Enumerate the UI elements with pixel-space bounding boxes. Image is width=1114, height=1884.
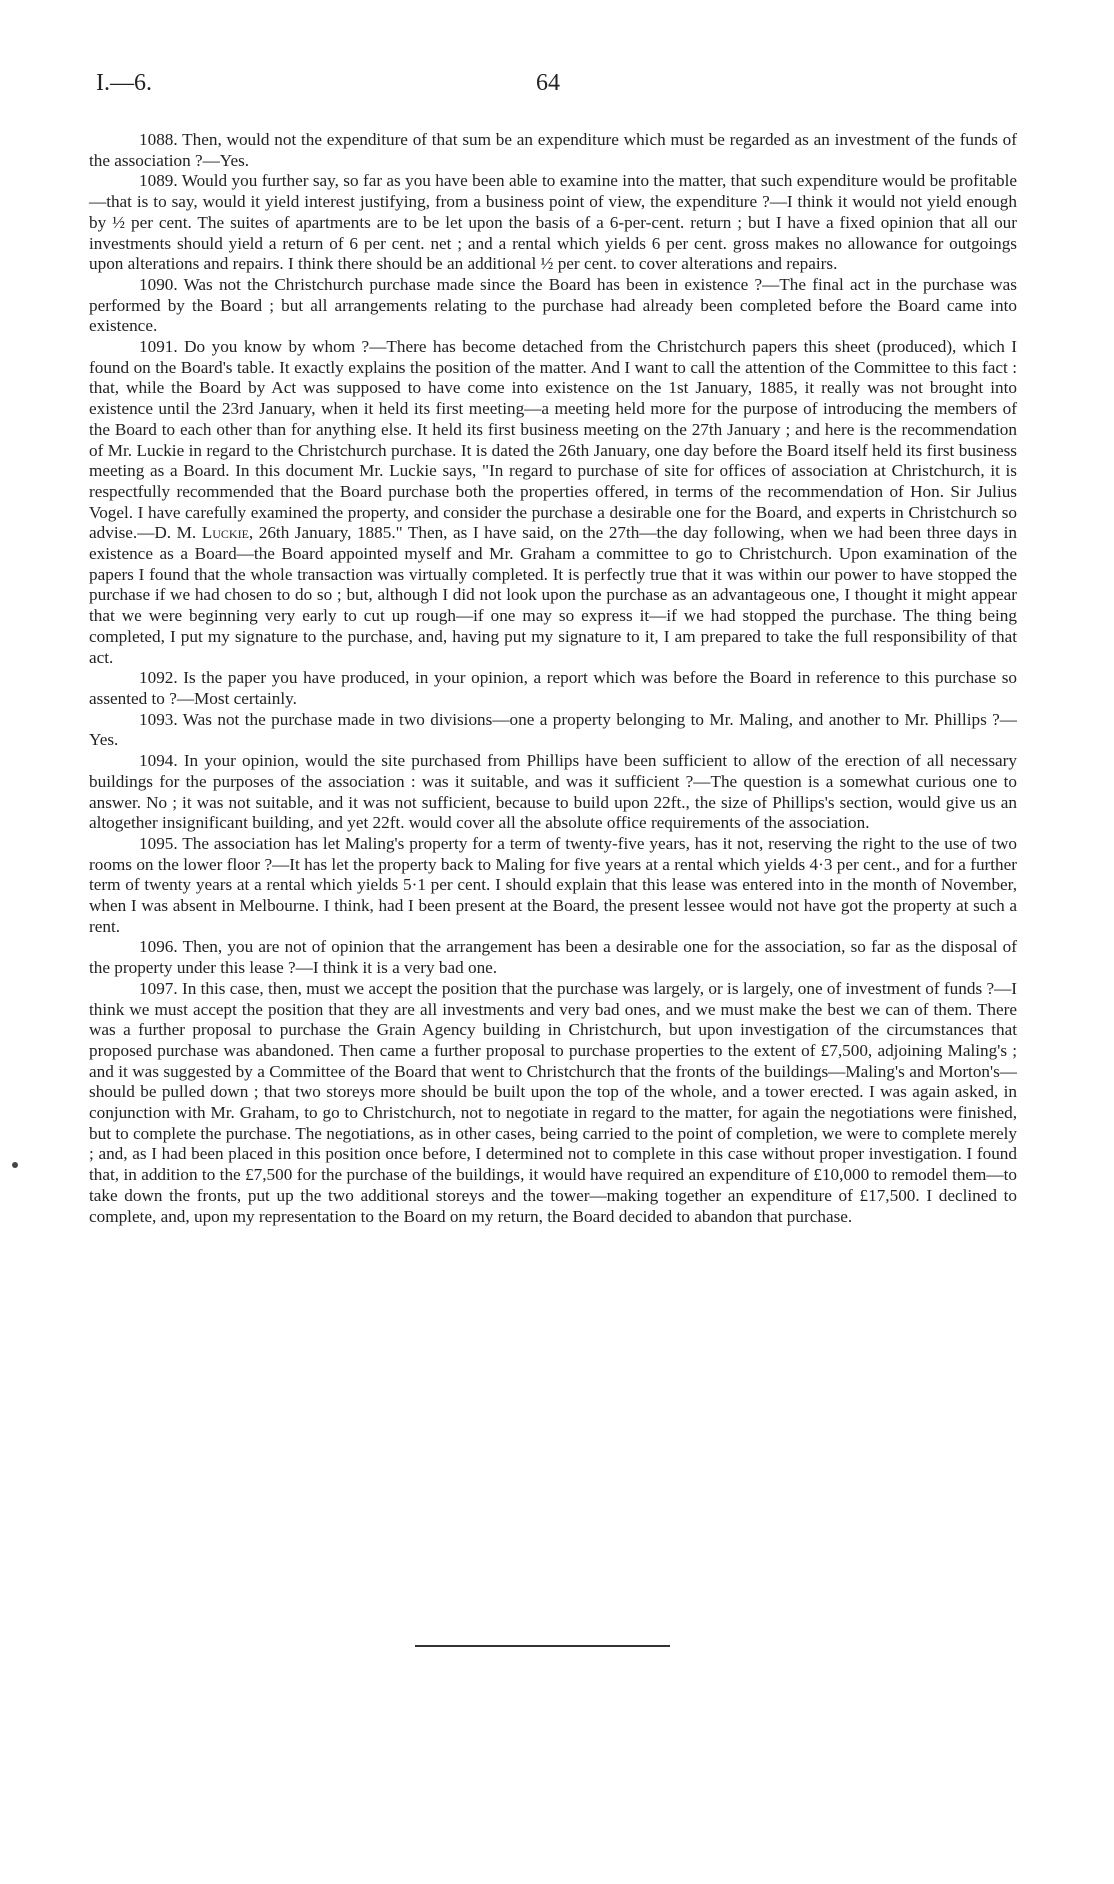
- evidence-text: [89, 130, 1017, 1227]
- document-reference: I.—6.: [96, 70, 152, 96]
- page-number: 64: [536, 70, 560, 96]
- paragraph-1088: 1088. Then, would not the expenditure of that sum be an expenditure which must be regarded as an investment of the funds of the association ?—Yes.: [89, 130, 1017, 170]
- paragraph-1091-part-2: , 26th January, 1885." Then, as I have said, on the 27th—the day following, when we had been three days in existence as a Board—the Board appointed myself and Mr. Graham a committee to go to Christchurch. Upon examination of the papers I found that the whole transaction was virtually completed. It is perfectly true that it was within our power to have stopped the purchase if we had chosen to do so ; but, although I did not look upon the purchase as an advantageous one, I thought it might appear that we were beginning very early to cut up rough—if one may so express it—if we had stopped the purchase. The thing being completed, I put my signature to the purchase, and, having put my signature to it, I am prepared to take the full responsibility of that act.: [89, 523, 1017, 667]
- paragraph-1089: 1089. Would you further say, so far as you have been able to examine into the matter, that such expenditure would be profitable—that is to say, would it yield interest justifying, from a business point of view, the expenditure ?—I think it would not yield enough by ½ per cent. The suites of apartments are to be let upon the basis of a 6-per-cent. return ; but I have a fixed opinion that all our investments should yield a return of 6 per cent. net ; and a rental which yields 6 per cent. gross makes no allowance for outgoings upon alterations and repairs. I think there should be an additional ½ per cent. to cover alterations and repairs.: [89, 171, 1017, 274]
- paragraph-1095: 1095. The association has let Maling's property for a term of twenty-five years, has it not, reserving the right to the use of two rooms on the lower floor ?—It has let the property back to Maling for five years at a rental which yields 4·3 per cent., and for a further term of twenty years at a rental which yields 5·1 per cent. I should explain that this lease was entered into in the month of November, when I was absent in Melbourne. I think, had I been present at the Board, the present lessee would not have got the property at such a rent.: [89, 833, 1017, 936]
- closing-rule: [415, 1645, 670, 1647]
- paragraph-1091: [89, 337, 1017, 668]
- signature-name: Luckie: [201, 523, 249, 543]
- paragraph-1093: 1093. Was not the purchase made in two divisions—one a property belonging to Mr. Maling, and another to Mr. Phillips ?—Yes.: [89, 709, 1017, 750]
- paragraph-1096: 1096. Then, you are not of opinion that the arrangement has been a desirable one for the association, so far as the disposal of the property under this lease ?—I think it is a very bad one.: [89, 937, 1017, 978]
- paragraph-1097: 1097. In this case, then, must we accept the position that the purchase was largely, or is largely, one of investment of funds ?—I think we must accept the position that they are all investments and very bad ones, and we must make the best we can of them. There was a further proposal to purchase the Grain Agency building in Christchurch, but upon investigation of the circumstances that proposed purchase was abandoned. Then came a further proposal to purchase properties to the extent of £7,500, adjoining Maling's ; and it was suggested by a Committee of the Board that went to Christchurch that the fronts of the buildings—Maling's and Morton's—should be pulled down ; that two storeys more should be built upon the top of the whole, and a tower erected. I was again asked, in conjunction with Mr. Graham, to go to Christchurch, not to negotiate in regard to the matter, for again the negotiations were finished, but to complete the purchase. The negotiations, as in other cases, being carried to the point of completion, we were to complete merely ; and, as I had been placed in this position once before, I determined not to complete in this case without proper investigation. I found that, in addition to the £7,500 for the purchase of the buildings, it would have required an expenditure of £10,000 to remodel them—to take down the fronts, put up the two additional storeys and the tower—making together an expenditure of £17,500. I declined to complete, and, upon my representation to the Board on my return, the Board decided to abandon that purchase.: [89, 978, 1017, 1226]
- paragraph-1091-part-1: 1091. Do you know by whom ?—There has become detached from the Christchurch papers this sheet (produced), which I found on the Board's table. It exactly explains the position of the matter. And I want to call the attention of the Committee to this fact : that, while the Board by Act was supposed to have come into existence on the 1st January, 1885, it really was not brought into existence until the 23rd January, when it held its first meeting—a meeting held more for the purpose of introducing the members of the Board to each other than for anything else. It held its first business meeting on the 27th January ; and here is the recommendation of Mr. Luckie in regard to the Christchurch purchase. It is dated the 26th January, one day before the Board itself held its first business meeting as a Board. In this document Mr. Luckie says, "In regard to purchase of site for offices of association at Christchurch, it is respectfully recommended that the Board purchase both the properties offered, in terms of the recommendation of Hon. Sir Julius Vogel. I have carefully examined the property, and consider the purchase a desirable one for the Board, and experts in Christchurch so advise.—D. M.: [89, 337, 1017, 543]
- margin-mark: [12, 1162, 18, 1168]
- page-header: [96, 70, 1016, 110]
- paragraph-1094: 1094. In your opinion, would the site purchased from Phillips have been sufficient to allow of the erection of all necessary buildings for the purposes of the association : was it suitable, and was it sufficient ?—The question is a somewhat curious one to answer. No ; it was not suitable, and it was not sufficient, because to build upon 22ft., the size of Phillips's section, would give us an altogether insignificant building, and yet 22ft. would cover all the absolute office requirements of the association.: [89, 751, 1017, 833]
- paragraph-1090: 1090. Was not the Christchurch purchase made since the Board has been in existence ?—The final act in the purchase was performed by the Board ; but all arrangements relating to the purchase had already been completed before the Board came into existence.: [89, 274, 1017, 336]
- paragraph-1092: 1092. Is the paper you have produced, in your opinion, a report which was before the Board in reference to this purchase so assented to ?—Most certainly.: [89, 668, 1017, 708]
